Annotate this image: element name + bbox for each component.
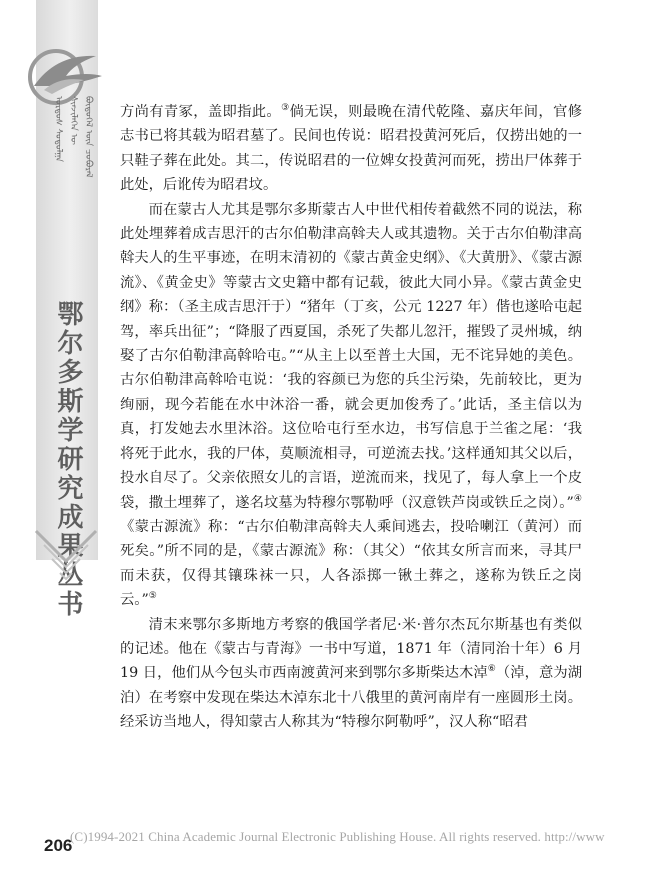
paragraph-2 [120, 198, 582, 613]
mongolian-text-column-1: ᠣᠷᠳᠣᠰ ᠰᠤᠳᠤᠯᠭᠠ [53, 96, 63, 163]
series-title: 鄂尔多斯学研究成果丛书 [53, 300, 83, 619]
corner-ornament-icon [30, 525, 102, 605]
copyright-watermark: (C)1994-2021 China Academic Journal Electronic Publishing House. All rights reserved. http://www [70, 829, 605, 844]
mongolian-text-column-2: ᠰᠢᠨᠵᠢᠯᠡᠭᠡᠨ ᠦ [68, 96, 78, 145]
text-run: 倘无误，则最晚在清代乾隆、嘉庆年间，官修志书已将其载为昭君墓了。民间也传说：昭君投黄河死后，仅捞出她的一只鞋子葬在此处。其二，传说昭君的一位婢女投黄河而死，捞出尸体葬于此处，后讹传为昭君坟。 [120, 104, 583, 194]
decorative-sidebar [0, 0, 102, 874]
footnote-marker: ⑤ [148, 591, 157, 602]
text-run: 《蒙古源流》称：“古尔伯勒津高斡夫人乘间逃去，投哈喇江（黄河）而死矣。”所不同的是，《蒙古源流》称：（其父）“依其女所言而来，寻其尸而未获，仅得其镶珠袜一只，人各添掷一锹土葬之，遂称为铁丘之岗云。” [120, 518, 582, 609]
text-run: 方尚有青冢，盖即指此。 [120, 104, 282, 120]
text-run: 清末来鄂尔多斯地方考察的俄国学者尼·米·普尔杰瓦尔斯基也有类似的记述。他在《蒙古与青海》一书中写道，1871 年（清同治十年）6 月 19 日，他们从今包头市西南渡黄河来到鄂尔多斯柴达木淖 [120, 616, 582, 682]
paragraph-3 [120, 613, 582, 735]
text-run: 而在蒙古人尤其是鄂尔多斯蒙古人中世代相传着截然不同的说法，称此处埋葬着成吉思汗的古尔伯勒津高斡夫人或其遗物。关于古尔伯勒津高斡夫人的生平事迹，在明末清初的《蒙古黄金史纲》、《大黄册》、《蒙古源流》、《黄金史》等蒙古文史籍中都有记载，彼此大同小异。《蒙古黄金史纲》称：（圣主成吉思汗于）“猪年（丁亥，公元 1227 年）偕也遂哈屯起驾，率兵出征”；“降服了西夏国，杀死了失都儿忽汗，摧毁了灵州城，纳娶了古尔伯勒津高斡哈屯。”“从主上以至普土大国，无不诧异她的美色。古尔伯勒津高斡哈屯说：‘我的容颜已为您的兵尘污染，先前较比，更为绚丽，现今若能在水中沐浴一番，就会更加俊秀了。’此话，圣主信以为真，打发她去水里沐浴。这位哈屯行至水边，书写信息于兰雀之尾：‘我将死于此水，我的尸体，莫顺流相寻，可逆流去找。’这样通知其父以后，投水自尽了。父亲依照女儿的言语，逆流而来，找见了，每人拿上一个皮袋，撒土埋葬了，遂名坟墓为特穆尔鄂勒呼（汉意铁芦岗或铁丘之岗）。” [120, 201, 582, 511]
page-number: 206 [44, 836, 73, 855]
footnote-marker: ③ [281, 103, 290, 114]
mongolian-text-column-3: ᠪᠦᠲᠦᠭᠡᠯ ᠦᠨ ᠴᠤᠪᠤᠷᠠᠯ [83, 96, 93, 178]
footnote-marker: ⑥ [487, 664, 496, 675]
text-run: （淖，意为湖泊）在考察中发现在柴达木淖东北十八俄里的黄河南岸有一座圆形土岗。经采访当地人，得知蒙古人称其为“特穆尔阿勒呼”，汉人称“昭君 [120, 665, 583, 731]
paragraph-1 [120, 100, 582, 198]
body-text [120, 100, 582, 735]
footnote-marker: ④ [573, 493, 582, 504]
